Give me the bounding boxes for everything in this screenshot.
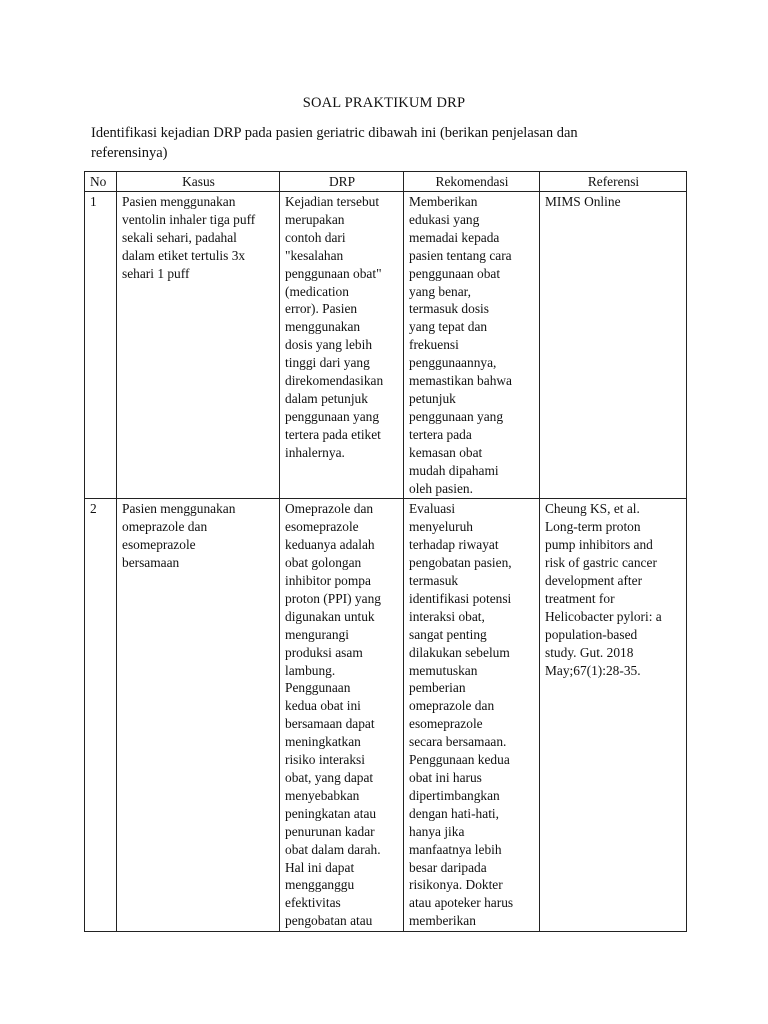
cell-drp [280, 499, 404, 932]
header-no: No [85, 172, 117, 192]
cell-no [85, 192, 117, 499]
table-row [85, 192, 687, 499]
header-kasus: Kasus [117, 172, 280, 192]
cell-referensi [540, 499, 687, 932]
cell-rekomendasi [404, 499, 540, 932]
table-header-row [85, 172, 687, 192]
cell-no [85, 499, 117, 932]
cell-kasus-text: Pasien menggunakan ventolin inhaler tiga puff sekali sehari, padahal dalam etiket tertulis 3x sehari 1 puff [122, 194, 256, 281]
cell-referensi-text: Cheung KS, et al. Long-term proton pump inhibitors and risk of gastric cancer development after treatment for Helicobacter pylori: a population-based study. Gut. 2018 May;67(1):28-35. [545, 501, 662, 678]
cell-rekomendasi-text: Evaluasi menyeluruh terhadap riwayat pengobatan pasien, termasuk identifikasi potensi interaksi obat, sangat penting dilakukan sebelum memutuskan pemberian omeprazole dan esomeprazole secara bersamaan. Penggunaan kedua obat ini harus dipertimbangkan dengan hati-hati, hanya jika manfaatnya lebih besar daripada risikonya. Dokter atau apoteker harus memberikan [409, 501, 514, 929]
table-row [85, 499, 687, 932]
cell-drp-text: Kejadian tersebut merupakan contoh dari "kesalahan penggunaan obat" (medication error). Pasien menggunakan dosis yang lebih tinggi dari yang direkomendasikan dalam petunjuk penggunaan yang tertera pada etiket inhalernya. [285, 194, 384, 460]
cell-referensi-text: MIMS Online [545, 194, 621, 209]
cell-drp [280, 192, 404, 499]
intro-paragraph [91, 123, 651, 163]
cell-kasus [117, 499, 280, 932]
header-drp: DRP [280, 172, 404, 192]
header-rekomendasi: Rekomendasi [404, 172, 540, 192]
page-title: SOAL PRAKTIKUM DRP [302, 95, 466, 111]
cell-drp-text: Omeprazole dan esomeprazole keduanya adalah obat golongan inhibitor pompa proton (PPI) yang digunakan untuk mengurangi produksi asam lambung. Penggunaan kedua obat ini bersamaan dapat meningkatkan risiko interaksi obat, yang dapat menyebabkan peningkatan atau penurunan kadar obat dalam darah. Hal ini dapat mengganggu efektivitas pengobatan atau [285, 501, 381, 929]
drp-table [84, 171, 687, 932]
cell-kasus [117, 192, 280, 499]
cell-kasus-text: Pasien menggunakan omeprazole dan esomeprazole bersamaan [122, 501, 236, 571]
cell-no-text: 2 [90, 501, 97, 517]
intro-text: Identifikasi kejadian DRP pada pasien geriatric dibawah ini (berikan penjelasan dan referensinya) [91, 125, 578, 161]
header-referensi: Referensi [540, 172, 687, 192]
cell-rekomendasi [404, 192, 540, 499]
cell-rekomendasi-text: Memberikan edukasi yang memadai kepada pasien tentang cara penggunaan obat yang benar, termasuk dosis yang tepat dan frekuensi penggunaannya, memastikan bahwa petunjuk penggunaan yang tertera pada kemasan obat mudah dipahami oleh pasien. [409, 194, 512, 496]
cell-no-text: 1 [90, 194, 97, 209]
cell-referensi [540, 192, 687, 499]
